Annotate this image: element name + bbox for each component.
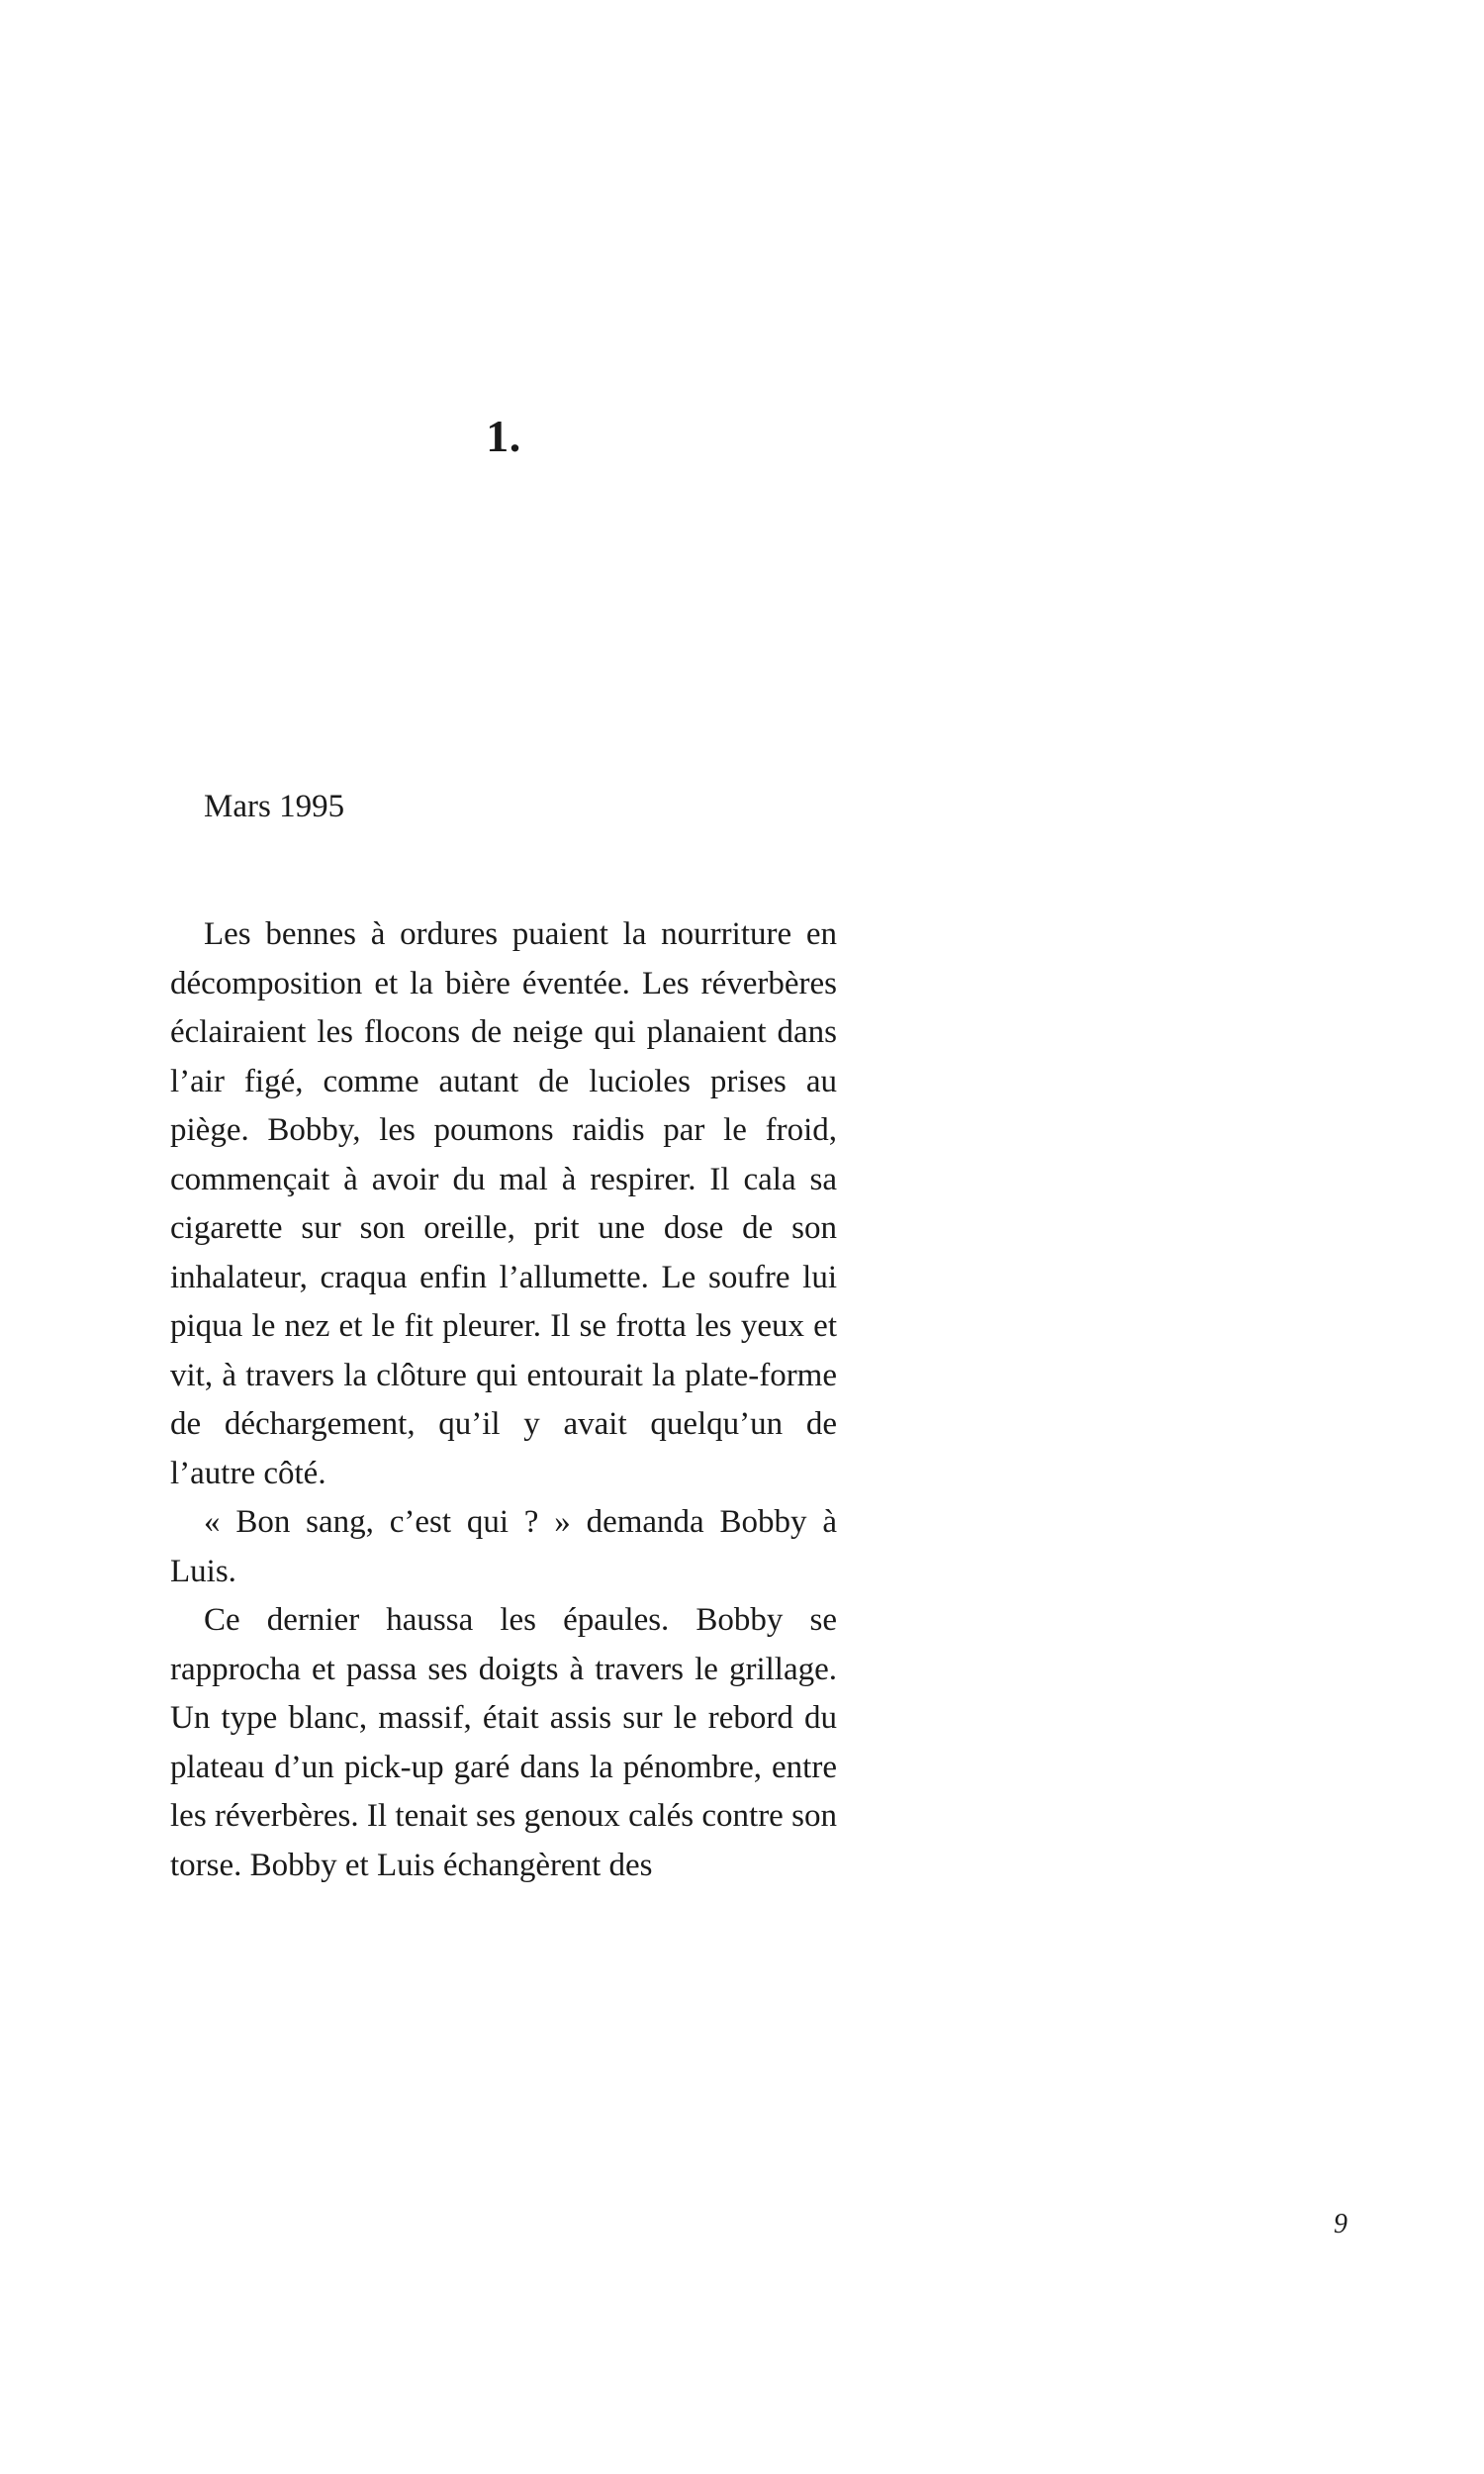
body-text [170,910,837,1890]
paragraph: Les bennes à ordures puaient la nourriture en décomposition et la bière éventée. Les réverbères éclairaient les flocons de neige qui planaient dans l’air figé, comme autant de lucioles prises au piège. Bobby, les poumons raidis par le froid, commençait à avoir du mal à respirer. Il cala sa cigarette sur son oreille, prit une dose de son inhalateur, craqua enfin l’allumette. Le soufre lui piqua le nez et le fit pleurer. Il se frotta les yeux et vit, à travers la clôture qui entourait la plate-forme de déchargement, qu’il y avait quelqu’un de l’autre côté. [170,916,837,1491]
dateline: Mars 1995 [204,789,345,824]
paragraph: Ce dernier haussa les épaules. Bobby se rapprocha et passa ses doigts à travers le grillage. Un type blanc, massif, était assis sur le rebord du plateau d’un pick-up garé dans la pénombre, entre les réverbères. Il tenait ses genoux calés contre son torse. Bobby et Luis échangèrent des [170,1602,837,1883]
paragraph: « Bon sang, c’est qui ? » demanda Bobby à Luis. [170,1504,837,1589]
page-number: 9 [1334,2209,1347,2239]
chapter-number: 1. [486,411,521,461]
